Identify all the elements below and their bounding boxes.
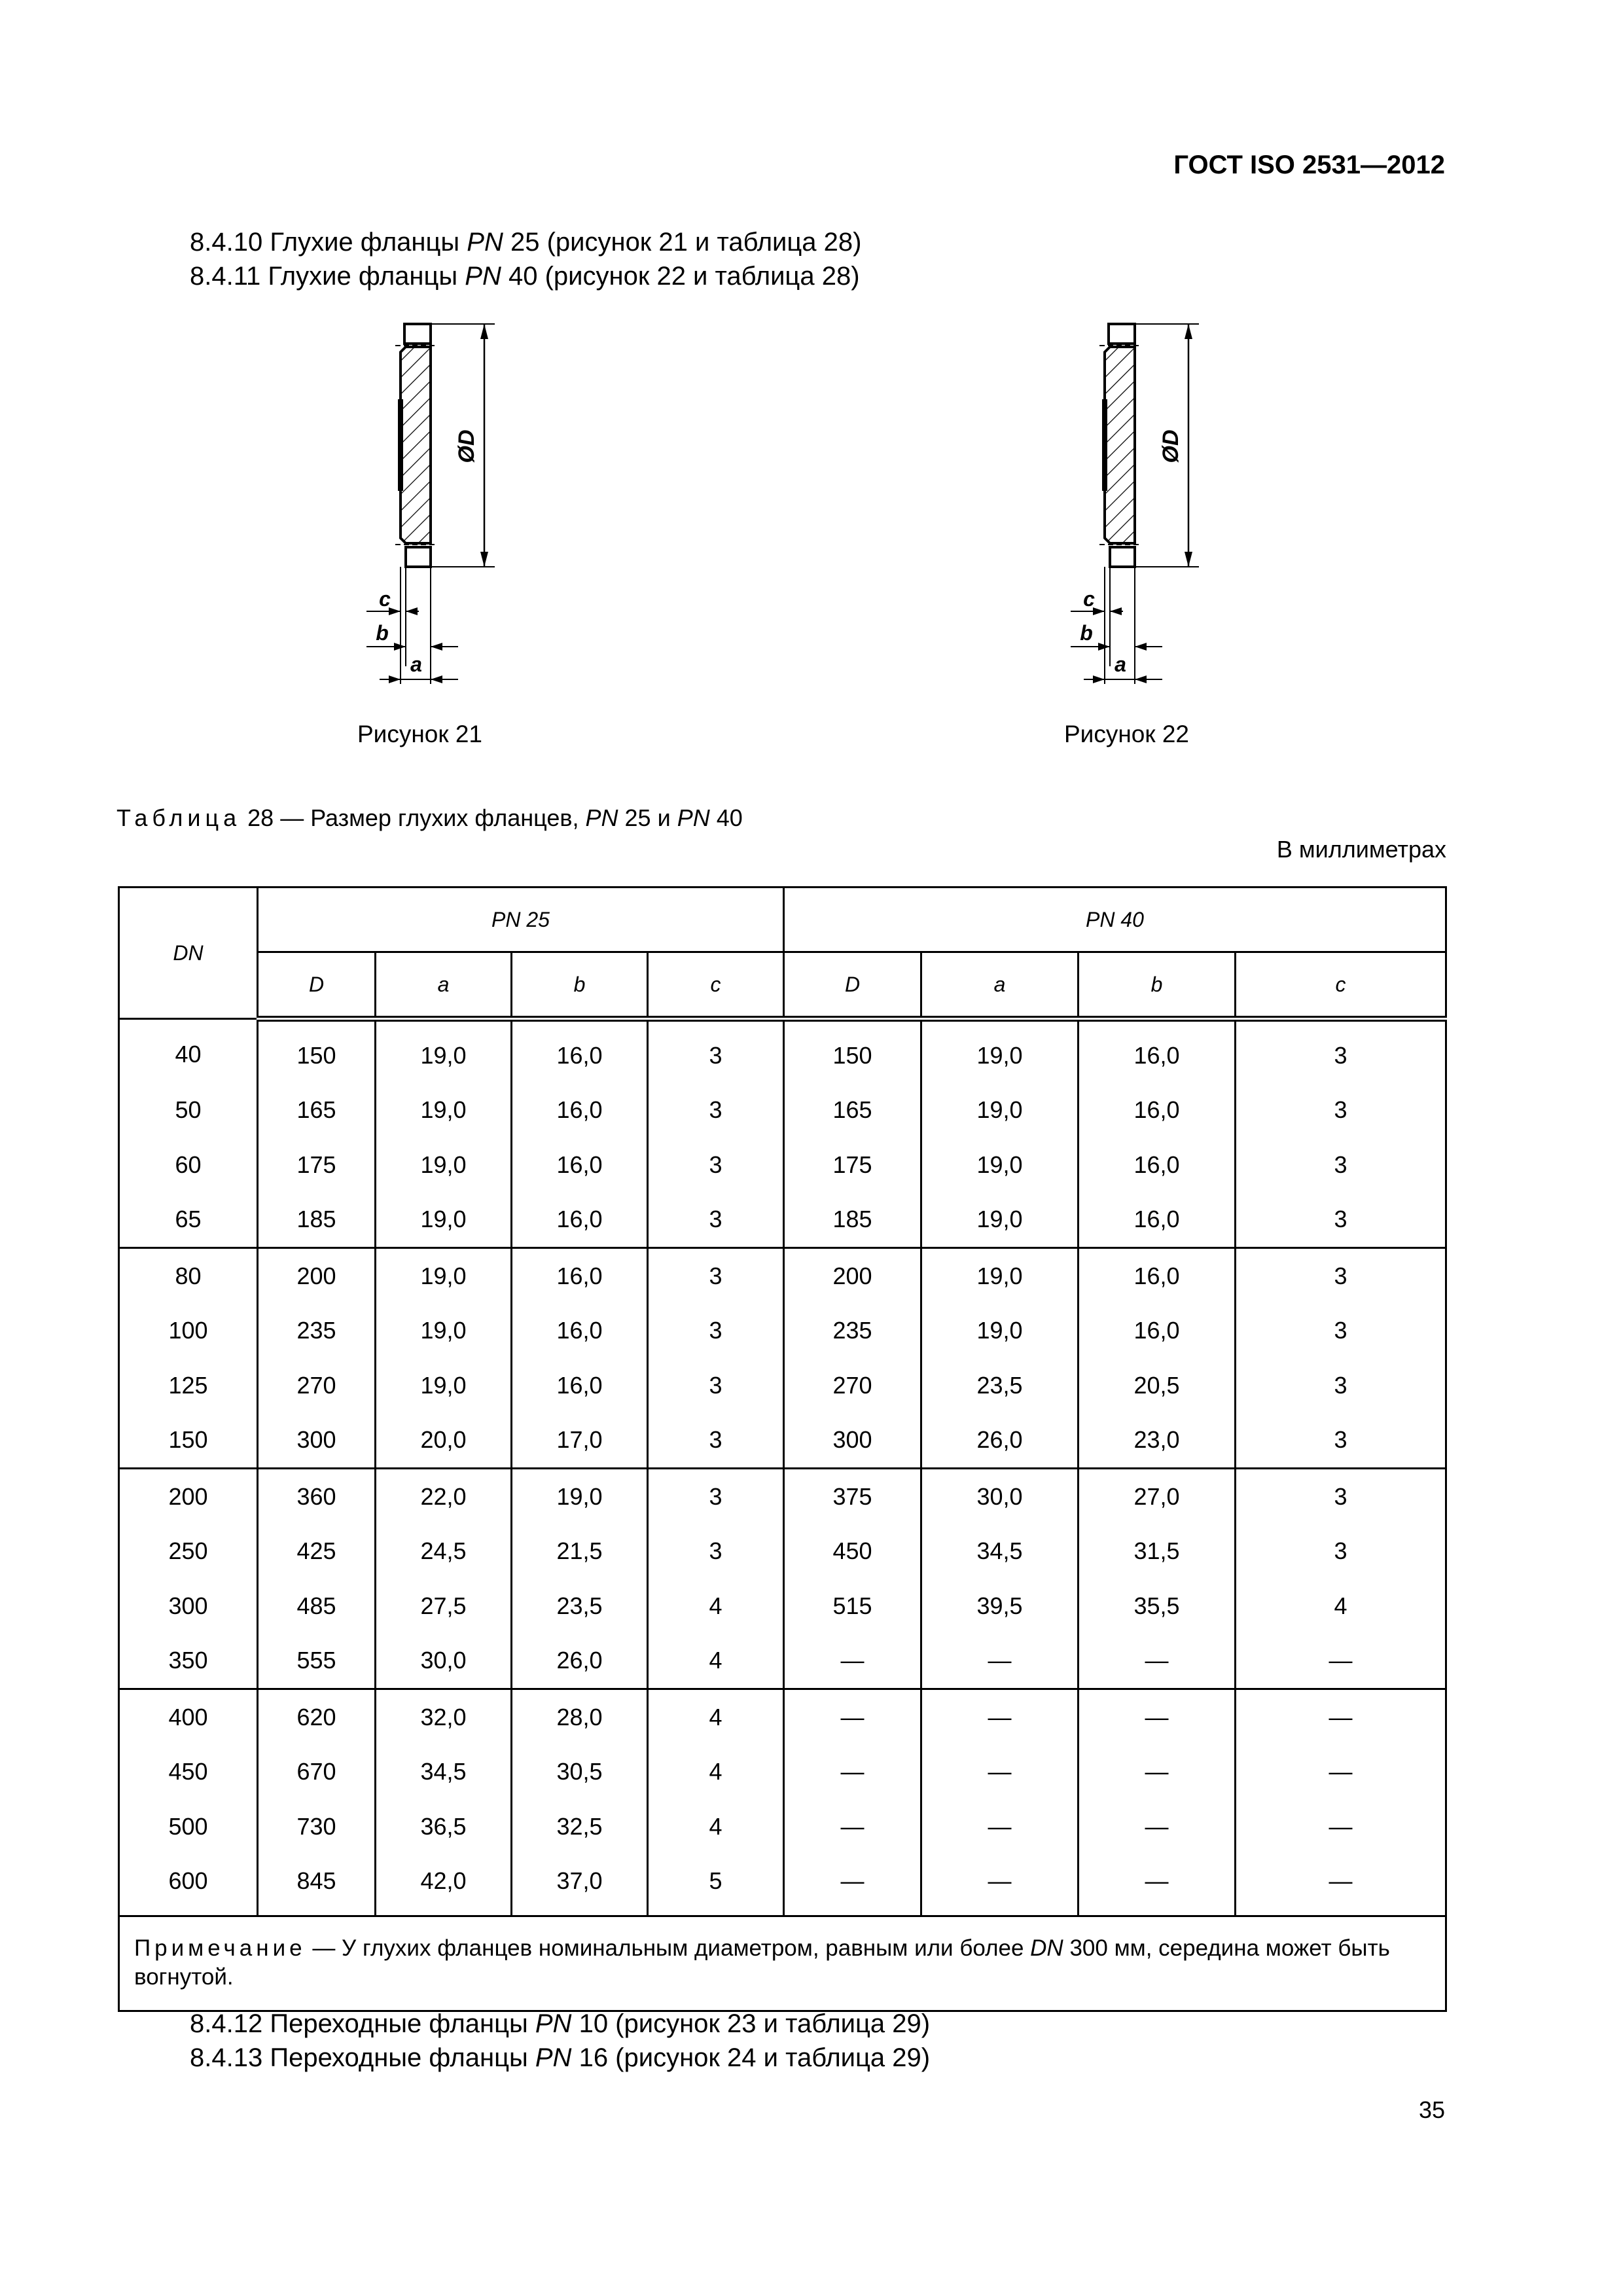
header-pn25: PN 25 — [258, 888, 784, 952]
table-row — [119, 1193, 1446, 1248]
table-cell: 3 — [1236, 1019, 1446, 1083]
table-cell: 4 — [648, 1799, 784, 1854]
table-cell: 27,5 — [376, 1579, 512, 1634]
table-cell: 19,0 — [921, 1304, 1079, 1359]
table-cell: 34,5 — [376, 1745, 512, 1800]
thickness-dimensions — [1071, 567, 1162, 684]
cell-dn: 125 — [119, 1358, 258, 1413]
table-cell: — — [921, 1634, 1079, 1689]
cell-dn: 300 — [119, 1579, 258, 1634]
table-cell: — — [1236, 1689, 1446, 1745]
table-cell: 150 — [258, 1019, 376, 1083]
cell-dn: 100 — [119, 1304, 258, 1359]
table-cell: 39,5 — [921, 1579, 1079, 1634]
table-cell: 4 — [648, 1634, 784, 1689]
table-cell: 34,5 — [921, 1524, 1079, 1579]
table-cell: — — [1079, 1854, 1236, 1916]
table-cell: 4 — [1236, 1579, 1446, 1634]
table-cell: 26,0 — [921, 1413, 1079, 1469]
table-cell: — — [784, 1689, 921, 1745]
cell-dn: 350 — [119, 1634, 258, 1689]
cell-dn: 40 — [119, 1019, 258, 1083]
table-cell: 24,5 — [376, 1524, 512, 1579]
table-cell: 555 — [258, 1634, 376, 1689]
header-col-c: c — [648, 952, 784, 1019]
cell-dn: 50 — [119, 1083, 258, 1138]
cell-dn: 200 — [119, 1469, 258, 1524]
table-row — [119, 1689, 1446, 1745]
table-cell: — — [784, 1634, 921, 1689]
table-cell: — — [784, 1799, 921, 1854]
table-cell: 20,5 — [1079, 1358, 1236, 1413]
table-cell: 3 — [648, 1248, 784, 1304]
header-col-b: b — [1079, 952, 1236, 1019]
thickness-dimensions — [366, 567, 458, 684]
table-cell: 3 — [648, 1469, 784, 1524]
cell-dn: 600 — [119, 1854, 258, 1916]
table-cell: 200 — [784, 1248, 921, 1304]
section-8-4-13: 8.4.13 Переходные фланцы PN 16 (рисунок 24 и таблица 29) — [190, 2043, 931, 2072]
table-cell: 3 — [648, 1358, 784, 1413]
table-cell: — — [1236, 1854, 1446, 1916]
table-cell: 30,0 — [921, 1469, 1079, 1524]
table-cell: — — [921, 1745, 1079, 1800]
table-cell: 16,0 — [1079, 1138, 1236, 1193]
dim-label-c: c — [1083, 587, 1095, 611]
table-cell: 3 — [1236, 1413, 1446, 1469]
table-row — [119, 1799, 1446, 1854]
table-cell: 19,0 — [376, 1138, 512, 1193]
table-cell: 19,0 — [376, 1248, 512, 1304]
table-cell: 425 — [258, 1524, 376, 1579]
table-cell: 16,0 — [1079, 1083, 1236, 1138]
table-cell: 19,0 — [376, 1019, 512, 1083]
table-cell: 375 — [784, 1469, 921, 1524]
header-col-a: a — [376, 952, 512, 1019]
diameter-dimension — [1135, 324, 1199, 567]
table-cell: 485 — [258, 1579, 376, 1634]
table-cell: 19,0 — [921, 1138, 1079, 1193]
table-cell: 16,0 — [512, 1358, 648, 1413]
table-cell: 150 — [784, 1019, 921, 1083]
table-row — [119, 1745, 1446, 1800]
table-cell: 27,0 — [1079, 1469, 1236, 1524]
table-cell: 23,5 — [512, 1579, 648, 1634]
table-cell: 300 — [784, 1413, 921, 1469]
table-cell: 670 — [258, 1745, 376, 1800]
table-cell: 16,0 — [1079, 1304, 1236, 1359]
flange-section — [1099, 324, 1140, 567]
cell-dn: 400 — [119, 1689, 258, 1745]
table-cell: 185 — [784, 1193, 921, 1248]
cell-dn: 80 — [119, 1248, 258, 1304]
table-cell: — — [921, 1799, 1079, 1854]
table-row — [119, 1138, 1446, 1193]
table-cell: 175 — [784, 1138, 921, 1193]
table-cell: 37,0 — [512, 1854, 648, 1916]
cell-dn: 500 — [119, 1799, 258, 1854]
flange-dimensions-table — [118, 886, 1445, 2012]
table-cell: — — [1079, 1745, 1236, 1800]
table-cell: 300 — [258, 1413, 376, 1469]
table-cell: 19,0 — [376, 1193, 512, 1248]
table-row — [119, 1524, 1446, 1579]
section-8-4-10: 8.4.10 Глухие фланцы PN 25 (рисунок 21 и таблица 28) — [190, 228, 862, 257]
table-cell: 845 — [258, 1854, 376, 1916]
figure-22-drawing — [1058, 308, 1228, 687]
table-cell: 42,0 — [376, 1854, 512, 1916]
table-cell: 19,0 — [921, 1248, 1079, 1304]
table-cell: — — [1236, 1799, 1446, 1854]
table-cell: 270 — [258, 1358, 376, 1413]
table-cell: 730 — [258, 1799, 376, 1854]
table-cell: — — [1079, 1634, 1236, 1689]
table-cell: 19,0 — [921, 1193, 1079, 1248]
table-cell: 3 — [1236, 1524, 1446, 1579]
table-cell: 22,0 — [376, 1469, 512, 1524]
header-col-a: a — [921, 952, 1079, 1019]
table-cell: 3 — [648, 1524, 784, 1579]
table-cell: 19,0 — [921, 1083, 1079, 1138]
table-cell: 35,5 — [1079, 1579, 1236, 1634]
table-cell: — — [1236, 1634, 1446, 1689]
table-cell: 36,5 — [376, 1799, 512, 1854]
table-cell: 3 — [648, 1019, 784, 1083]
section-8-4-12: 8.4.12 Переходные фланцы PN 10 (рисунок 23 и таблица 29) — [190, 2009, 931, 2038]
table-cell: 3 — [1236, 1138, 1446, 1193]
table-cell: 165 — [784, 1083, 921, 1138]
table-cell: 20,0 — [376, 1413, 512, 1469]
section-8-4-11: 8.4.11 Глухие фланцы PN 40 (рисунок 22 и таблица 28) — [190, 262, 860, 291]
table-cell: 16,0 — [1079, 1019, 1236, 1083]
table-cell: 3 — [648, 1304, 784, 1359]
cell-dn: 150 — [119, 1413, 258, 1469]
page-number: 35 — [1418, 2096, 1445, 2123]
header-dn: DN — [119, 888, 258, 1019]
dim-label-b: b — [1080, 621, 1093, 645]
table-cell: 450 — [784, 1524, 921, 1579]
table-cell: 3 — [1236, 1469, 1446, 1524]
table-title: Таблица 28 — Размер глухих фланцев, PN 25 и PN 40 — [116, 804, 743, 831]
figure-21-drawing — [353, 308, 524, 687]
document-code: ГОСТ ISO 2531—2012 — [1173, 151, 1445, 179]
table-cell: 235 — [784, 1304, 921, 1359]
dim-label-b: b — [376, 621, 389, 645]
table-row — [119, 1083, 1446, 1138]
table-cell: 235 — [258, 1304, 376, 1359]
header-col-D: D — [258, 952, 376, 1019]
table-cell: 360 — [258, 1469, 376, 1524]
table-cell: 3 — [1236, 1248, 1446, 1304]
table-cell: 16,0 — [1079, 1248, 1236, 1304]
table-row — [119, 1304, 1446, 1359]
table-cell: 16,0 — [512, 1019, 648, 1083]
table-row — [119, 1579, 1446, 1634]
table-row — [119, 1019, 1446, 1083]
table-cell: 17,0 — [512, 1413, 648, 1469]
table-cell: 19,0 — [512, 1469, 648, 1524]
table-cell: — — [921, 1689, 1079, 1745]
table-cell: 3 — [648, 1413, 784, 1469]
header-col-c: c — [1236, 952, 1446, 1019]
cell-dn: 65 — [119, 1193, 258, 1248]
table-cell: — — [1079, 1689, 1236, 1745]
cell-dn: 250 — [119, 1524, 258, 1579]
dim-label-a: a — [410, 653, 422, 676]
table-cell: 23,0 — [1079, 1413, 1236, 1469]
table-cell: 270 — [784, 1358, 921, 1413]
table-cell: 30,0 — [376, 1634, 512, 1689]
table-cell: — — [784, 1854, 921, 1916]
dim-label-c: c — [379, 587, 391, 611]
table-cell: 32,5 — [512, 1799, 648, 1854]
cell-dn: 450 — [119, 1745, 258, 1800]
table-cell: 16,0 — [512, 1193, 648, 1248]
cell-dn: 60 — [119, 1138, 258, 1193]
table-cell: 3 — [1236, 1193, 1446, 1248]
table-cell: — — [784, 1745, 921, 1800]
table-cell: 16,0 — [512, 1304, 648, 1359]
table-row — [119, 1413, 1446, 1469]
table-cell: 3 — [648, 1193, 784, 1248]
table-cell: — — [921, 1854, 1079, 1916]
header-col-b: b — [512, 952, 648, 1019]
table-cell: 620 — [258, 1689, 376, 1745]
table-cell: 23,5 — [921, 1358, 1079, 1413]
table-cell: 31,5 — [1079, 1524, 1236, 1579]
table-cell: — — [1079, 1799, 1236, 1854]
table-cell: 21,5 — [512, 1524, 648, 1579]
table-note: Примечание — У глухих фланцев номинальным диаметром, равным или более DN 300 мм, середина может быть вогнутой. — [119, 1916, 1446, 2011]
header-col-D: D — [784, 952, 921, 1019]
table-cell: 26,0 — [512, 1634, 648, 1689]
figure-22-caption: Рисунок 22 — [1064, 721, 1189, 747]
dim-label-D: ØD — [454, 429, 479, 463]
table-cell: 165 — [258, 1083, 376, 1138]
table-cell: 16,0 — [1079, 1193, 1236, 1248]
table-row — [119, 1248, 1446, 1304]
dim-label-a: a — [1115, 653, 1126, 676]
table-row — [119, 1854, 1446, 1916]
table-row — [119, 1469, 1446, 1524]
diameter-dimension — [431, 324, 495, 567]
table-cell: 16,0 — [512, 1083, 648, 1138]
figure-21-caption: Рисунок 21 — [357, 721, 482, 747]
table-cell: 28,0 — [512, 1689, 648, 1745]
table-cell: 3 — [1236, 1083, 1446, 1138]
table-cell: 30,5 — [512, 1745, 648, 1800]
table-cell: 4 — [648, 1579, 784, 1634]
table-cell: 5 — [648, 1854, 784, 1916]
table-cell: 3 — [648, 1138, 784, 1193]
table-cell: 4 — [648, 1745, 784, 1800]
table-cell: 19,0 — [376, 1304, 512, 1359]
header-pn40: PN 40 — [784, 888, 1446, 952]
table-row — [119, 1634, 1446, 1689]
table-cell: 175 — [258, 1138, 376, 1193]
table-cell: 3 — [1236, 1358, 1446, 1413]
table-cell: 32,0 — [376, 1689, 512, 1745]
table-cell: 185 — [258, 1193, 376, 1248]
table-cell: 4 — [648, 1689, 784, 1745]
table-cell: 515 — [784, 1579, 921, 1634]
dim-label-D: ØD — [1158, 429, 1183, 463]
table-cell: 19,0 — [376, 1358, 512, 1413]
flange-section — [395, 324, 436, 567]
table-cell: 16,0 — [512, 1248, 648, 1304]
table-cell: 3 — [648, 1083, 784, 1138]
table-cell: 19,0 — [921, 1019, 1079, 1083]
table-cell: 200 — [258, 1248, 376, 1304]
table-cell: 3 — [1236, 1304, 1446, 1359]
table-cell: — — [1236, 1745, 1446, 1800]
table-cell: 16,0 — [512, 1138, 648, 1193]
table-units: В миллиметрах — [1276, 836, 1446, 863]
table-cell: 19,0 — [376, 1083, 512, 1138]
table-row — [119, 1358, 1446, 1413]
